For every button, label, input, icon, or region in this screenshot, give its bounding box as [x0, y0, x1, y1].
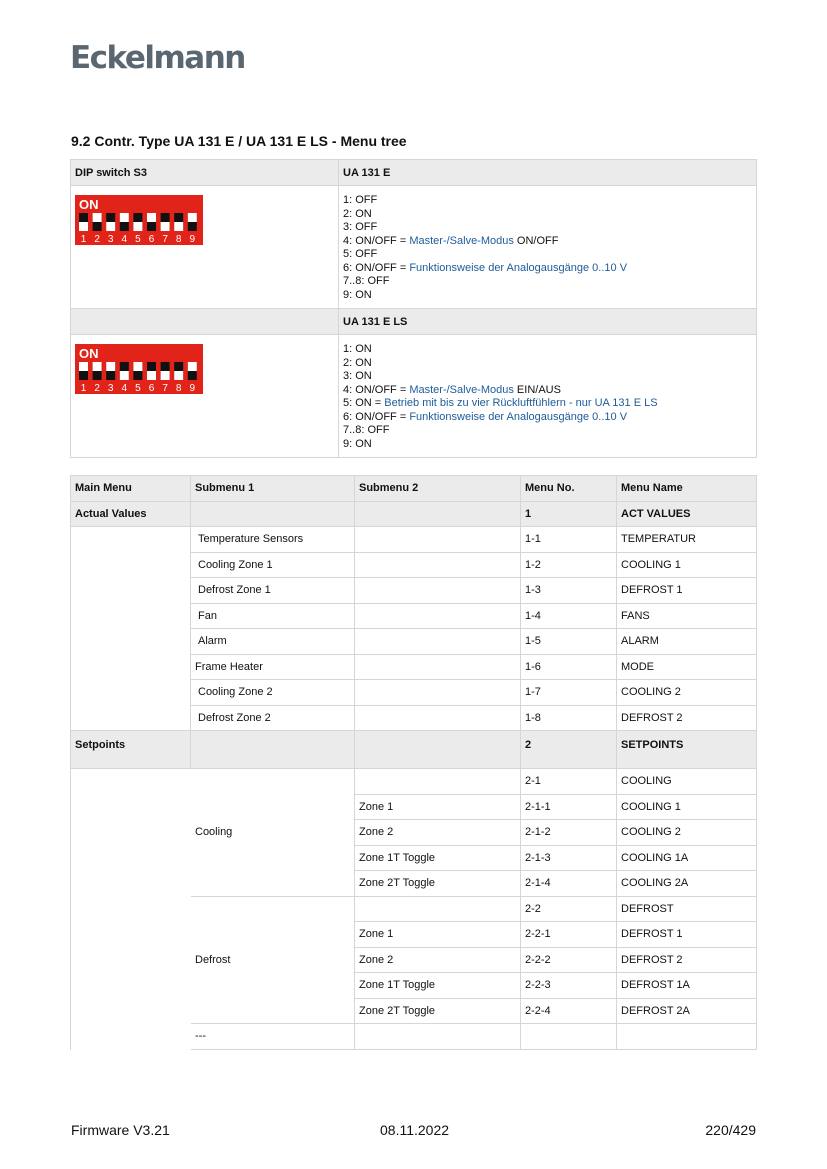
- dip-switch-image-cell: [71, 335, 339, 458]
- dip-number: 4: [121, 234, 128, 245]
- setting-line: 9: ON: [343, 288, 372, 301]
- setting-line: 9: ON: [343, 437, 372, 450]
- dip-knob-7: [161, 222, 170, 231]
- analog-outputs-link[interactable]: Funktionsweise der Analogausgänge 0..10 V: [409, 410, 628, 423]
- table-row: Defrost Zone 1 1-3 DEFROST 1: [71, 578, 757, 604]
- table-row: Zone 2T Toggle 2-2-4 DEFROST 2A: [71, 998, 757, 1024]
- dip-knob-1: [79, 222, 88, 231]
- menu-tree-table: [70, 475, 757, 1050]
- setting-line: 5: OFF: [343, 248, 378, 260]
- table-row: Zone 2 2-1-2 COOLING 2: [71, 820, 757, 846]
- setting-line: 6: ON/OFF = Funktionsweise der Analogausgänge 0..10 V: [343, 410, 628, 423]
- dip-number: 8: [175, 234, 182, 245]
- eckelmann-logo: Eckelmann: [70, 40, 245, 76]
- setting-line: 1: OFF: [343, 194, 378, 206]
- dip-number: 6: [148, 234, 155, 245]
- main-menu-setpoints: Setpoints: [71, 731, 191, 769]
- header-main-menu: Main Menu: [71, 476, 191, 502]
- dip-on-label: ON: [79, 197, 99, 212]
- ua131els-header: UA 131 E LS: [339, 309, 757, 335]
- header-menu-no: Menu No.: [521, 476, 617, 502]
- dip-knob-8: [174, 371, 183, 380]
- table-row: Defrost 2-2 DEFROST: [71, 896, 757, 922]
- dip-switch-header: DIP switch S3: [71, 160, 339, 186]
- setting-line: 7..8: OFF: [343, 275, 390, 287]
- ua131els-settings: [339, 335, 757, 458]
- setting-line: 3: OFF: [343, 221, 378, 233]
- table-row: Frame Heater 1-6 MODE: [71, 654, 757, 680]
- table-row: Setpoints 2 SETPOINTS: [71, 731, 757, 769]
- table-row: Cooling Zone 2 1-7 COOLING 2: [71, 680, 757, 706]
- dip-knob-4: [120, 213, 129, 222]
- dip-number: 8: [175, 383, 182, 394]
- dip-number: 6: [148, 383, 155, 394]
- empty-header: [71, 309, 339, 335]
- table-row: Defrost Zone 2 1-8 DEFROST 2: [71, 705, 757, 731]
- dip-switch-ua131els-icon: [75, 344, 203, 394]
- dip-number: 9: [189, 234, 196, 245]
- submenu-cooling: Cooling: [191, 769, 355, 897]
- setting-line: 2: ON: [343, 207, 372, 220]
- setting-line: 2: ON: [343, 356, 372, 369]
- setting-line: 4: ON/OFF = Master-/Salve-Modus EIN/AUS: [343, 383, 561, 396]
- dip-knob-3: [106, 362, 115, 371]
- dip-number: 5: [135, 234, 141, 245]
- setting-line: 5: ON = Betrieb mit bis zu vier Rückluftfühlern - nur UA 131 E LS: [343, 397, 658, 409]
- dip-number: 9: [189, 383, 196, 394]
- more-entries: ---: [191, 1024, 355, 1050]
- dip-switch-table: [70, 159, 757, 458]
- dip-number: 2: [94, 234, 100, 245]
- dip-knob-1: [79, 362, 88, 371]
- dip-switch-ua131e-icon: [75, 195, 203, 245]
- dip-knob-9: [188, 362, 197, 371]
- dip-knob-7: [161, 371, 170, 380]
- dip-knob-5: [133, 362, 142, 371]
- dip-knob-2: [93, 213, 102, 222]
- table-row: Zone 1 2-2-1 DEFROST 1: [71, 922, 757, 948]
- header-menu-name: Menu Name: [617, 476, 757, 502]
- ua131e-settings: [339, 186, 757, 309]
- dip-number: 1: [80, 383, 87, 394]
- submenu-defrost: Defrost: [191, 896, 355, 1024]
- dip-knob-5: [133, 222, 142, 231]
- dip-knob-6: [147, 213, 156, 222]
- dip-number: 1: [80, 234, 87, 245]
- dip-number: 7: [162, 234, 168, 245]
- setting-line: 6: ON/OFF = Funktionsweise der Analogausgänge 0..10 V: [343, 261, 628, 274]
- setting-line: 4: ON/OFF = Master-/Salve-Modus ON/OFF: [343, 234, 559, 247]
- dip-number: 3: [107, 234, 114, 245]
- table-row: Zone 1T Toggle 2-2-3 DEFROST 1A: [71, 973, 757, 999]
- dip-number: 4: [121, 383, 128, 394]
- dip-number: 3: [107, 383, 114, 394]
- setting-line: 7..8: OFF: [343, 424, 390, 436]
- main-menu-actual-values: Actual Values: [71, 501, 191, 527]
- dip-number: 2: [94, 383, 100, 394]
- table-row: Cooling 2-1 COOLING: [71, 769, 757, 795]
- dip-knob-2: [93, 362, 102, 371]
- table-row: Actual Values 1 ACT VALUES: [71, 501, 757, 527]
- footer-firmware: Firmware V3.21: [71, 1122, 170, 1138]
- ua131e-header: UA 131 E: [339, 160, 757, 186]
- master-slave-link[interactable]: Master-/Salve-Modus: [409, 234, 514, 247]
- dip-switch-image-cell: [71, 186, 339, 309]
- dip-number: 5: [135, 383, 141, 394]
- master-slave-link[interactable]: Master-/Salve-Modus: [409, 383, 514, 396]
- table-row: Zone 1T Toggle 2-1-3 COOLING 1A: [71, 845, 757, 871]
- footer-date: 08.11.2022: [380, 1122, 450, 1138]
- setting-line: 1: ON: [343, 343, 372, 355]
- return-air-sensors-link[interactable]: Betrieb mit bis zu vier Rückluftfühlern - nur UA 131 E LS: [384, 397, 658, 409]
- table-row: Zone 1 2-1-1 COOLING 1: [71, 794, 757, 820]
- dip-number: 7: [162, 383, 168, 394]
- table-row: Zone 2T Toggle 2-1-4 COOLING 2A: [71, 871, 757, 897]
- section-heading: 9.2 Contr. Type UA 131 E / UA 131 E LS - Menu tree: [71, 133, 407, 149]
- setting-line: 3: ON: [343, 370, 372, 382]
- footer-page-number: 220/429: [705, 1122, 756, 1138]
- dip-knob-6: [147, 371, 156, 380]
- table-row: Alarm 1-5 ALARM: [71, 629, 757, 655]
- table-row: Zone 2 2-2-2 DEFROST 2: [71, 947, 757, 973]
- dip-knob-4: [120, 371, 129, 380]
- analog-outputs-link[interactable]: Funktionsweise der Analogausgänge 0..10 V: [409, 261, 628, 274]
- table-row: Cooling Zone 1 1-2 COOLING 1: [71, 552, 757, 578]
- table-row: Temperature Sensors 1-1 TEMPERATUR: [71, 527, 757, 553]
- header-submenu-1: Submenu 1: [191, 476, 355, 502]
- dip-knob-3: [106, 222, 115, 231]
- dip-on-label: ON: [79, 346, 99, 361]
- dip-knob-8: [174, 222, 183, 231]
- table-row: Fan 1-4 FANS: [71, 603, 757, 629]
- header-submenu-2: Submenu 2: [355, 476, 521, 502]
- dip-knob-9: [188, 213, 197, 222]
